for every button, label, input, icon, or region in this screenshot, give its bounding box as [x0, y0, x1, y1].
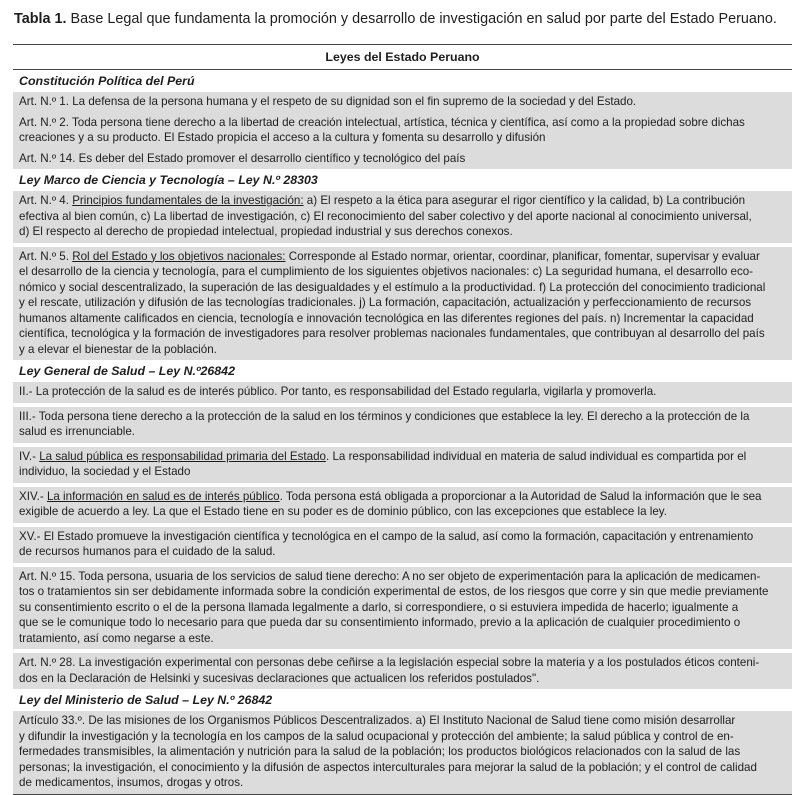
- table-row: [13, 247, 792, 361]
- row-text: Art. N.º 28. La investigación experimental con personas debe ceñirse a la legislación especial sobre la materia y a los postulados éticos conteni- dos en la Declaración de Helsinki y sucesivas declaraciones que actualicen los referidos postulados".: [19, 656, 760, 685]
- table-row: [13, 567, 792, 650]
- legal-table: [13, 44, 792, 795]
- table-row: [13, 407, 792, 443]
- underlined-heading: La información en salud es de interés público: [46, 489, 280, 503]
- table-header: Leyes del Estado Peruano: [13, 45, 792, 70]
- underlined-heading: Principios fundamentales de la investigación:: [72, 194, 304, 207]
- table-row: [13, 527, 792, 563]
- table-row: [13, 113, 792, 149]
- table-caption: [14, 10, 794, 28]
- row-text: II.- La protección de la salud es de interés público. Por tanto, es responsabilidad del Estado regularla, vigilarla y promoverla.: [19, 385, 657, 398]
- row-text: Art. N.º 4.: [19, 194, 73, 207]
- row-text: Artículo 33.º. De las misiones de los Organismos Públicos Descentralizados. a) El Instituto Nacional de Salud tiene como misión desarrollar y difundir la investigación y la tecnología en los campos de la salud ocupacional y protección del ambiente; la salud pública y control de en- fermedades transmisibles, la alimentación y nutrición para la salud de la población; los productos biológicos relacionados con la salud de las personas; la investigación, el conocimiento y la difusión de aspectos interculturales para mejorar la salud de la población; y el control de calidad de medicamentos, insumos, drogas y otros.: [19, 714, 757, 789]
- row-text: Art. N.º 2. Toda persona tiene derecho a la libertad de creación intelectual, artística, técnica y científica, así como a la propiedad sobre dichas creaciones y a su producto. El Estado propicia el acceso a la cultura y fomenta su desarrollo y difusión: [19, 115, 745, 144]
- table-row: [13, 191, 792, 243]
- row-text: Art. N.º 14. Es deber del Estado promover el desarrollo científico y tecnológico del país: [19, 151, 466, 165]
- section-title: Ley del Ministerio de Salud – Ley N.º 26842: [19, 693, 273, 707]
- row-text: Art. N.º 15. Toda persona, usuaria de los servicios de salud tiene derecho: A no ser objeto de experimentación para la aplicación de medicamen- tos o tratamientos sin ser debidamente informada sobre la condición experimental de estos, de los riesgos que corre y sin que medie previamente su consentimiento escrito o el de la persona llamada legalmente a darlo, si correspondiere, o si estuviera impedida de hacerlo; igualmente a que se le comunique todo lo necesario para que pueda dar su consentimiento informado, previo a la aplicación de cualquier procedimiento o tratamiento, así como negarse a este.: [19, 569, 769, 645]
- table-row: [13, 447, 792, 483]
- section-title: Constitución Política del Perú: [19, 74, 195, 88]
- underlined-heading: La salud pública es responsabilidad primaria del Estado: [39, 449, 327, 463]
- table-body: [13, 70, 792, 794]
- table-row: [13, 653, 792, 689]
- underlined-heading: Rol del Estado y los objetivos nacionales:: [72, 249, 286, 263]
- section-title: Ley General de Salud – Ley N.º26842: [19, 364, 235, 378]
- row-text: Art. N.º 1. La defensa de la persona humana y el respeto de su dignidad son el fin supremo de la sociedad y del Estado.: [19, 95, 637, 108]
- row-text: XIV.-: [19, 489, 47, 503]
- caption-label: Tabla 1.: [14, 11, 67, 27]
- section-title: Ley Marco de Ciencia y Tecnología – Ley N.º 28303: [19, 173, 318, 187]
- table-row: [13, 92, 792, 113]
- caption-text: Base Legal que fundamenta la promoción y desarrollo de investigación en salud por parte del Estado Peruano.: [66, 11, 777, 27]
- row-text: XV.- El Estado promueve la investigación científica y tecnológica en el campo de la salud, así como la formación, capacitación y entrenamiento de recursos humanos para el cuidado de la salud.: [19, 529, 754, 558]
- row-text: a) El respeto a la ética para asegurar el rigor científico y la calidad, b) La contribución efectiva al bien común, c) La libertad de investigación, c) El reconocimiento del saber colectivo y del aporte nacional al conocimiento universal, d) El respecto al derecho de propiedad intelectual, propiedad industrial y sus derechos conexos.: [19, 194, 752, 238]
- row-text: Art. N.º 5.: [19, 249, 73, 263]
- row-text: Corresponde al Estado normar, orientar, coordinar, planificar, fomentar, supervisar y evaluar el desarrollo de la ciencia y tecnología, para el cumplimiento de los siguientes objetivos nacionales: c) La seguridad humana, el desarrollo eco- nómico y social descentralizado, la superación de las desigualdades y el estímulo a la productividad. f) La protección del conocimiento tradicional y el rescate, utilización y difusión de las tecnologías tradicionales. j) La formación, capacitación, actualización y perfeccionamiento de recursos humanos altamente calificados en ciencia, tecnología e innovación tecnológica en las diferentes regiones del país. n) Incrementar la capacidad científica, tecnológica y la formación de investigadores para resolver problemas nacionales fundamentales, que contribuyan al desarrollo del país y a elevar el bienestar de la población.: [19, 249, 766, 356]
- row-text: . Toda persona está obligada a proporcionar a la Autoridad de Salud la información que le sea exigible de acuerdo a ley. La que el Estado tiene en su poder es de dominio público, con las excepciones que establece la ley.: [19, 489, 762, 518]
- row-text: . La responsabilidad individual en materia de salud individual es compartida por el individuo, la sociedad y el Estado: [19, 449, 747, 478]
- table-row: [13, 149, 792, 170]
- row-text: III.- Toda persona tiene derecho a la protección de la salud en los términos y condiciones que establece la ley. El derecho a la protección de la salud es irrenunciable.: [19, 409, 750, 438]
- table-row: [13, 487, 792, 523]
- row-text: IV.-: [19, 449, 40, 463]
- table-row: [13, 382, 792, 403]
- table-row: [13, 711, 792, 794]
